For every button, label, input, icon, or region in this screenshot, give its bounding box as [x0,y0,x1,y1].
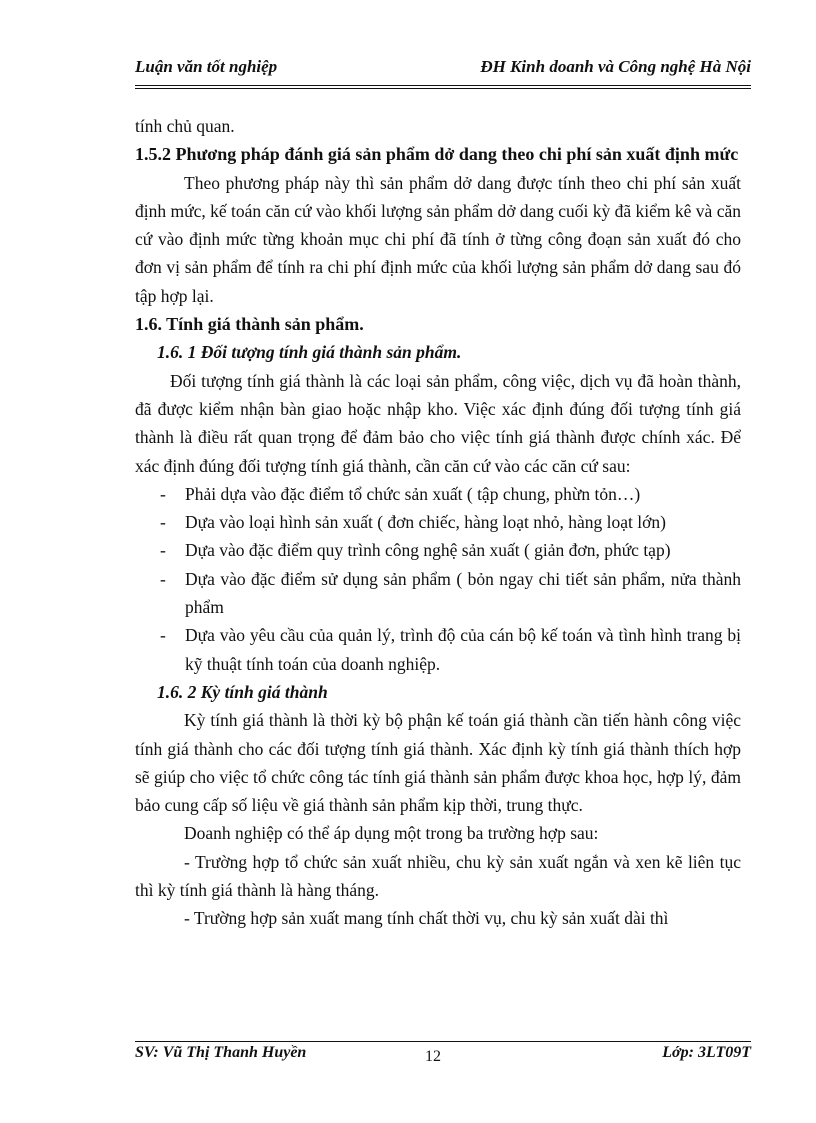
header-university: ĐH Kinh doanh và Công nghệ Hà Nội [480,57,751,76]
dash-bullet: - [160,483,166,504]
page-number: 12 [425,1048,441,1065]
page-footer [135,1044,751,1068]
list-item [135,480,741,508]
list-item-text: Dựa vào yêu cầu của quản lý, trình độ của cán bộ kế toán và tình hình trang bị kỹ thuật tính toán của doanh nghiệp. [185,625,741,674]
paragraph-three-cases: Doanh nghiệp có thể áp dụng một trong ba trường hợp sau: [184,823,599,844]
page-body [135,112,741,933]
paragraph-continuation: tính chủ quan. [135,116,235,136]
list-item-text: Dựa vào loại hình sản xuất ( đơn chiếc, hàng loạt nhỏ, hàng loạt lớn) [185,512,666,533]
list-item-text: Dựa vào đặc điểm quy trình công nghệ sản xuất ( giản đơn, phức tạp) [185,540,671,561]
list-item-text: Phải dựa vào đặc điểm tổ chức sản xuất ( tập chung, phừn tỏn…) [185,483,641,504]
footer-rule [135,1041,751,1042]
header-rule-top [135,85,751,86]
list-item [135,621,741,678]
paragraph-costing-period: Kỳ tính giá thành là thời kỳ bộ phận kế toán giá thành cần tiến hành công việc tính giá thành cho các đối tượng tính giá thành. Xác định kỳ tính giá thành thích hợp sẽ giúp cho việc tổ chức công tác tính giá thành sản phẩm được khoa học, hợp lý, đảm bảo cung cấp số liệu về giá thành sản phẩm kịp thời, trung thực. [135,710,741,816]
paragraph-case-seasonal: - Trường hợp sản xuất mang tính chất thời vụ, chu kỳ sản xuất dài thì [184,908,669,929]
paragraph-case-monthly: - Trường hợp tổ chức sản xuất nhiều, chu kỳ sản xuất ngắn và xen kẽ liên tục thì kỳ tính giá thành là hàng tháng. [135,851,741,901]
dash-bullet: - [160,512,166,533]
page-header [135,57,751,81]
footer-class: Lớp: 3LT09T [662,1044,751,1061]
list-item-text: Dựa vào đặc điểm sử dụng sản phẩm ( bỏn ngay chi tiết sản phẩm, nửa thành phẩm [185,568,741,618]
paragraph-costing-object: Đối tượng tính giá thành là các loại sản phẩm, công việc, dịch vụ đã hoàn thành, đã được kiểm nhận bàn giao hoặc nhập kho. Việc xác định đúng đối tượng tính giá thành là điều rất quan trọng để đảm bảo cho việc tính giá thành được chính xác. Để xác định đúng đối tượng tính giá thành, cần căn cứ vào các căn cứ sau: [135,370,741,476]
list-item [135,536,741,564]
paragraph-method-description: Theo phương pháp này thì sản phẩm dở dang được tính theo chi phí sản xuất định mức, kế toán căn cứ vào khối lượng sản phẩm dở dang cuối kỳ đã kiểm kê và căn cứ vào định mức từng khoản mục chi phí đã tính ở từng công đoạn sản xuất đó cho đơn vị sản phẩm để tính ra chi phí định mức của khối lượng sản phẩm dở dang sau đó tập hợp lại. [135,172,741,306]
list-item [135,565,741,622]
criteria-list [135,480,741,678]
header-thesis-title: Luận văn tốt nghiệp [135,57,278,76]
list-item [135,508,741,536]
dash-bullet: - [160,568,166,589]
heading-1-5-2: 1.5.2 Phương pháp đánh giá sản phẩm dở dang theo chi phí sản xuất định mức [135,144,739,165]
heading-1-6-2: 1.6. 2 Kỳ tính giá thành [157,681,328,702]
footer-student-name: SV: Vũ Thị Thanh Huyền [135,1044,307,1061]
dash-bullet: - [160,625,166,646]
header-rule-bottom [135,88,751,89]
dash-bullet: - [160,540,166,561]
heading-1-6-1: 1.6. 1 Đối tượng tính giá thành sản phẩm. [157,342,462,363]
heading-1-6: 1.6. Tính giá thành sản phẩm. [135,314,364,335]
